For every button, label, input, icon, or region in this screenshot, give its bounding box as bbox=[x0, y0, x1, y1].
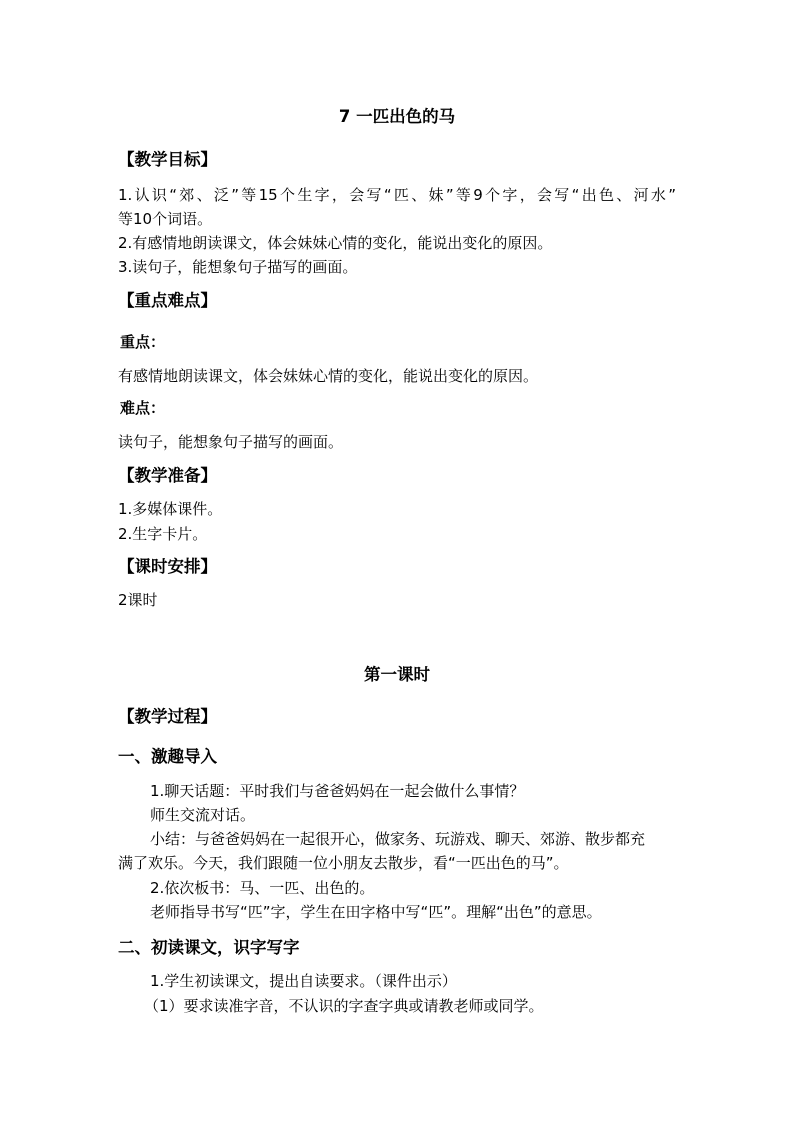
section-1-line-3: 小结：与爸爸妈妈在一起很开心，做家务、玩游戏、聊天、郊游、散步都充 bbox=[150, 830, 646, 848]
section-1-line-5: 2.依次板书：马、一匹、出色的。 bbox=[150, 879, 375, 897]
difficult-point-text: 读句子，能想象句子描写的画面。 bbox=[118, 433, 344, 451]
difficult-point-label: 难点： bbox=[120, 399, 166, 417]
objective-line-2: 等10个词语。 bbox=[118, 210, 213, 228]
objective-line-1: 1.认识“郊、泛”等15个生字，会写“匹、妹”等9个字，会写“出色、河水” bbox=[118, 186, 676, 204]
section-1-line-2: 师生交流对话。 bbox=[150, 806, 256, 824]
section-1-line-6: 老师指导书写“匹”字，学生在田字格中写“匹”。理解“出色”的意思。 bbox=[150, 903, 602, 921]
preparation-heading: 【教学准备】 bbox=[118, 466, 217, 485]
section-1-line-4: 满了欢乐。今天，我们跟随一位小朋友去散步，看“一匹出色的马”。 bbox=[118, 854, 569, 872]
key-point-text: 有感情地朗读课文，体会妹妹心情的变化，能说出变化的原因。 bbox=[118, 367, 539, 385]
section-2-line-2: （1）要求读准字音，不认识的字查字典或请教老师或同学。 bbox=[144, 997, 544, 1015]
section-1-heading: 一、激趣导入 bbox=[118, 747, 217, 766]
objective-line-4: 3.读句子，能想象句子描写的画面。 bbox=[118, 258, 358, 276]
section-2-heading: 二、初读课文，识字写字 bbox=[118, 938, 300, 957]
lesson-title: 第一课时 bbox=[364, 665, 430, 684]
schedule-text: 2课时 bbox=[118, 591, 158, 609]
objective-line-3: 2.有感情地朗读课文，体会妹妹心情的变化，能说出变化的原因。 bbox=[118, 234, 553, 252]
preparation-line-1: 1.多媒体课件。 bbox=[118, 500, 223, 518]
section-1-line-1: 1.聊天话题：平时我们与爸爸妈妈在一起会做什么事情？ bbox=[150, 782, 525, 800]
preparation-line-2: 2.生字卡片。 bbox=[118, 525, 208, 543]
schedule-heading: 【课时安排】 bbox=[118, 557, 217, 576]
key-point-label: 重点： bbox=[120, 333, 166, 351]
key-points-heading: 【重点难点】 bbox=[118, 291, 217, 310]
document-title: 7 一匹出色的马 bbox=[338, 107, 456, 126]
objectives-heading: 【教学目标】 bbox=[118, 150, 217, 169]
section-2-line-1: 1.学生初读课文，提出自读要求。（课件出示） bbox=[150, 972, 457, 990]
process-heading: 【教学过程】 bbox=[118, 707, 217, 726]
